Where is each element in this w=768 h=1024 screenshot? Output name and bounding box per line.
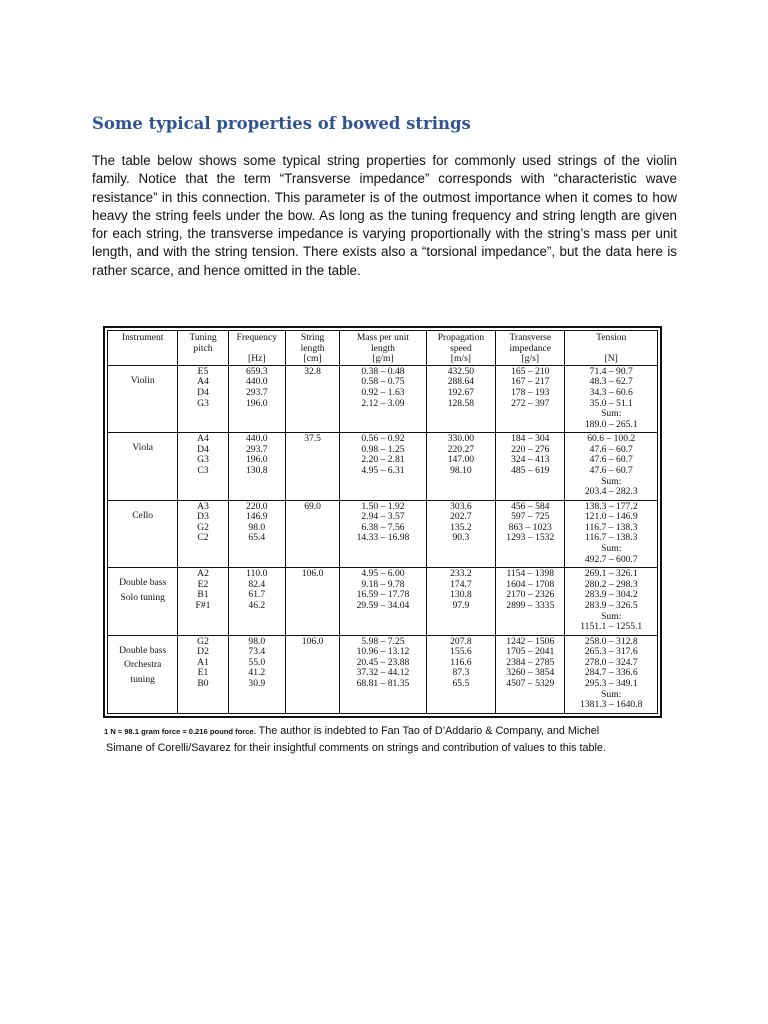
- pitch-value: A1: [197, 656, 209, 668]
- speed-cell: [426, 568, 495, 635]
- pitch-value: A2: [197, 568, 209, 580]
- impedance-value: 165 – 210: [511, 365, 550, 377]
- column-header-line: [cm]: [303, 353, 322, 365]
- column-header-line: Frequency: [236, 332, 278, 343]
- column-header-line: Instrument: [121, 332, 164, 343]
- instrument-value: Orchestra: [124, 659, 162, 671]
- table-row: [108, 635, 658, 713]
- frequency-value: 293.7: [246, 386, 268, 398]
- intro-paragraph: The table below shows some typical string properties for commonly used strings of the violin family. Notice that the term “Transverse impedance” corresponds with “characteristic wave resistance” in this connection. This parameter is of the outmost importance when it comes to how heavy the string feels under the bow. As long as the tuning frequency and string length are given for each string, the transverse impedance is varying proportionally with the string’s mass per unit length, and with the string tension. There exists also a “torsional impedance”, but the data here is rather scarce, and hence omitted in the table.: [92, 153, 677, 278]
- tension-value: Sum:: [601, 610, 622, 622]
- mass-value: 6.38 – 7.56: [361, 521, 405, 533]
- mass-value: 2.20 – 2.81: [361, 454, 405, 466]
- column-header-line: length: [370, 342, 395, 354]
- pitch-value: E5: [197, 365, 209, 377]
- pitch-value: D3: [197, 511, 209, 523]
- pitch-value: A4: [197, 433, 209, 445]
- frequency-value: 61.7: [248, 589, 266, 601]
- frequency-value: 30.9: [248, 677, 266, 689]
- tension-value: 34.3 – 60.6: [589, 386, 633, 398]
- column-header: [340, 331, 426, 366]
- tension-value: 283.9 – 304.2: [584, 589, 638, 601]
- speed-cell: [426, 635, 495, 713]
- impedance-value: 3260 – 3854: [506, 667, 555, 679]
- instrument-cell: [108, 635, 178, 713]
- pitch-value: E2: [197, 578, 209, 590]
- column-header-line: pitch: [193, 342, 213, 354]
- acknowledgement-line-2: Simane of Corelli/Savarez for their insightful comments on strings and contribution of values to this table.: [106, 742, 606, 754]
- speed-cell: [426, 500, 495, 567]
- speed-value: 220.27: [447, 443, 475, 455]
- tension-value: 258.0 – 312.8: [584, 635, 638, 647]
- pitch-value: F#1: [195, 599, 211, 611]
- frequency-value: 65.4: [248, 532, 266, 544]
- table-header-row: [108, 331, 658, 366]
- impedance-value: 1604 – 1708: [506, 578, 555, 590]
- instrument-value: Double bass: [119, 577, 167, 589]
- column-header-line: [N]: [604, 353, 618, 365]
- impedance-value: 167 – 217: [511, 376, 550, 388]
- mass-value: 9.18 – 9.78: [361, 578, 405, 590]
- impedance-value: 324 – 413: [511, 454, 550, 466]
- impedance-value: 2899 – 3335: [506, 599, 555, 611]
- mass-cell: [340, 433, 426, 500]
- pitch-value: C2: [197, 532, 209, 544]
- frequency-value: 130.8: [246, 465, 268, 477]
- tension-value: 189.0 – 265.1: [584, 418, 638, 430]
- table-row: [108, 433, 658, 500]
- tension-cell: [565, 500, 658, 567]
- mass-value: 2.94 – 3.57: [361, 511, 405, 523]
- column-header-line: [g/m]: [372, 353, 394, 365]
- tension-value: 492.7 – 600.7: [584, 553, 638, 565]
- column-header: [565, 331, 658, 366]
- properties-table-frame: [103, 326, 662, 718]
- string-length-cell: 69.0: [285, 500, 339, 567]
- mass-value: 0.38 – 0.48: [361, 365, 405, 377]
- speed-value: 128.58: [447, 397, 475, 409]
- tension-value: 116.7 – 138.3: [585, 532, 638, 544]
- string-length-cell: 106.0: [285, 568, 339, 635]
- tension-cell: [565, 365, 658, 432]
- tension-value: 284.7 – 336.6: [584, 667, 638, 679]
- mass-cell: [340, 500, 426, 567]
- tension-value: 35.0 – 51.1: [589, 397, 633, 409]
- tension-value: 121.0 – 146.9: [584, 511, 638, 523]
- column-header: [426, 331, 495, 366]
- speed-value: 90.3: [452, 532, 470, 544]
- column-header-line: Transverse: [509, 332, 552, 343]
- frequency-value: 196.0: [246, 397, 268, 409]
- impedance-value: 863 – 1023: [508, 521, 552, 533]
- speed-cell: [426, 365, 495, 432]
- column-header: [108, 331, 178, 366]
- mass-value: 37.32 – 44.12: [356, 667, 410, 679]
- mass-cell: [340, 568, 426, 635]
- tension-value: 278.0 – 324.7: [584, 656, 638, 668]
- section-heading: Some typical properties of bowed strings: [92, 114, 471, 133]
- mass-cell: [340, 635, 426, 713]
- frequency-cell: [228, 568, 285, 635]
- column-header-line: Mass per unit: [356, 332, 410, 343]
- pitch-cell: [178, 365, 228, 432]
- tension-value: 116.7 – 138.3: [585, 521, 638, 533]
- column-header-line: Propagation: [437, 332, 485, 343]
- pitch-value: G2: [197, 635, 209, 647]
- mass-value: 2.12 – 3.09: [361, 397, 405, 409]
- instrument-cell: [108, 500, 178, 567]
- impedance-value: 178 – 193: [511, 386, 550, 398]
- column-header-line: impedance: [509, 342, 552, 354]
- frequency-value: 146.9: [246, 511, 268, 523]
- impedance-cell: [496, 500, 565, 567]
- tension-value: 265.3 – 317.6: [584, 646, 638, 658]
- mass-value: 29.59 – 34.04: [356, 599, 410, 611]
- speed-value: 288.64: [447, 376, 475, 388]
- tension-value: 280.2 – 298.3: [584, 578, 638, 590]
- column-header: [178, 331, 228, 366]
- tension-value: 1381.3 – 1640.8: [580, 699, 643, 711]
- pitch-value: A3: [197, 500, 209, 512]
- mass-value: 10.96 – 13.12: [356, 646, 410, 658]
- pitch-value: A4: [197, 376, 209, 388]
- mass-value: 1.50 – 1.92: [361, 500, 405, 512]
- speed-value: 98.10: [450, 465, 472, 477]
- table-row: [108, 365, 658, 432]
- instrument-value: Viola: [132, 442, 154, 454]
- instrument-value: Violin: [130, 374, 155, 386]
- tension-value: 48.3 – 62.7: [589, 376, 633, 388]
- speed-value: 65.5: [452, 677, 470, 689]
- mass-value: 20.45 – 23.88: [356, 656, 410, 668]
- pitch-value: D4: [197, 443, 209, 455]
- table-row: [108, 500, 658, 567]
- speed-cell: [426, 433, 495, 500]
- mass-value: 5.98 – 7.25: [361, 635, 405, 647]
- column-header: [285, 331, 339, 366]
- column-header-line: String: [300, 332, 325, 343]
- mass-value: 16.59 – 17.78: [356, 589, 410, 601]
- frequency-value: 220.0: [246, 500, 268, 512]
- tension-value: 269.1 – 326.1: [584, 568, 638, 580]
- frequency-value: 440.0: [246, 376, 268, 388]
- impedance-value: 485 – 619: [511, 465, 550, 477]
- pitch-value: G3: [197, 397, 209, 409]
- speed-value: 303.6: [450, 500, 472, 512]
- tension-value: Sum:: [601, 475, 622, 487]
- column-header-line: speed: [449, 342, 472, 354]
- speed-value: 130.8: [450, 589, 472, 601]
- pitch-cell: [178, 635, 228, 713]
- impedance-value: 1293 – 1532: [506, 532, 555, 544]
- instrument-value: Cello: [132, 509, 154, 521]
- tension-value: Sum:: [601, 408, 622, 420]
- mass-value: 0.98 – 1.25: [361, 443, 405, 455]
- pitch-value: G2: [197, 521, 209, 533]
- mass-value: 14.33 – 16.98: [356, 532, 410, 544]
- tension-value: Sum:: [601, 543, 622, 555]
- frequency-value: 98.0: [248, 521, 266, 533]
- mass-value: 4.95 – 6.00: [361, 568, 405, 580]
- frequency-value: 293.7: [246, 443, 268, 455]
- pitch-cell: [178, 500, 228, 567]
- mass-value: 0.58 – 0.75: [361, 376, 405, 388]
- pitch-value: D4: [197, 386, 209, 398]
- column-header: [228, 331, 285, 366]
- speed-value: 202.7: [450, 511, 472, 523]
- frequency-value: 196.0: [246, 454, 268, 466]
- mass-value: 68.81 – 81.35: [356, 677, 410, 689]
- speed-value: 135.2: [450, 521, 472, 533]
- pitch-value: B0: [197, 677, 209, 689]
- acknowledgement-line-1: The author is indebted to Fan Tao of D’Addario & Company, and Michel: [255, 725, 600, 737]
- tension-value: 47.6 – 60.7: [589, 443, 633, 455]
- speed-value: 207.8: [450, 635, 472, 647]
- speed-value: 432.50: [447, 365, 475, 377]
- frequency-cell: [228, 365, 285, 432]
- impedance-cell: [496, 568, 565, 635]
- mass-value: 0.92 – 1.63: [361, 386, 405, 398]
- tension-value: 60.6 – 100.2: [587, 433, 636, 445]
- frequency-value: 98.0: [248, 635, 266, 647]
- frequency-value: 41.2: [248, 667, 266, 679]
- pitch-value: B1: [197, 589, 209, 601]
- speed-value: 233.2: [450, 568, 472, 580]
- column-header-line: [g/s]: [521, 353, 540, 365]
- speed-value: 192.67: [447, 386, 475, 398]
- speed-value: 116.6: [450, 656, 472, 668]
- instrument-cell: [108, 568, 178, 635]
- column-header-line: [m/s]: [450, 353, 472, 365]
- table-row: [108, 568, 658, 635]
- frequency-value: 110.0: [246, 568, 268, 580]
- tension-value: 47.6 – 60.7: [589, 465, 633, 477]
- instrument-cell: [108, 365, 178, 432]
- mass-value: 4.95 – 6.31: [361, 465, 405, 477]
- speed-value: 174.7: [450, 578, 472, 590]
- pitch-value: G3: [197, 454, 209, 466]
- pitch-cell: [178, 433, 228, 500]
- frequency-value: 440.0: [246, 433, 268, 445]
- impedance-value: 2170 – 2326: [506, 589, 555, 601]
- instrument-value: Double bass: [119, 644, 167, 656]
- speed-value: 87.3: [452, 667, 470, 679]
- impedance-cell: [496, 433, 565, 500]
- impedance-cell: [496, 365, 565, 432]
- tension-value: 1151.1 – 1255.1: [580, 621, 643, 633]
- impedance-value: 1242 – 1506: [506, 635, 555, 647]
- impedance-value: 184 – 304: [511, 433, 550, 445]
- tension-value: 203.4 – 282.3: [584, 486, 638, 498]
- instrument-value: tuning: [130, 673, 155, 685]
- tension-cell: [565, 635, 658, 713]
- column-header-line: Tuning: [189, 332, 217, 343]
- string-length-cell: 32.8: [285, 365, 339, 432]
- speed-value: 147.00: [447, 454, 475, 466]
- impedance-value: 597 – 725: [511, 511, 550, 523]
- pitch-value: E1: [197, 667, 209, 679]
- string-length-cell: 37.5: [285, 433, 339, 500]
- impedance-value: 1154 – 1398: [506, 568, 555, 580]
- column-header-line: [Hz]: [248, 353, 266, 365]
- unit-conversion-note: 1 N ≈ 98.1 gram force ≈ 0.216 pound force.: [104, 727, 256, 736]
- tension-value: Sum:: [601, 688, 622, 700]
- instrument-value: Solo tuning: [120, 591, 165, 603]
- pitch-cell: [178, 568, 228, 635]
- impedance-value: 220 – 276: [511, 443, 550, 455]
- string-properties-table: [107, 330, 658, 714]
- frequency-value: 659.3: [246, 365, 268, 377]
- mass-value: 0.56 – 0.92: [361, 433, 405, 445]
- frequency-value: 46.2: [248, 599, 266, 611]
- impedance-value: 456 – 584: [511, 500, 550, 512]
- impedance-value: 272 – 397: [511, 397, 550, 409]
- column-header-line: length: [300, 342, 325, 354]
- speed-value: 330.00: [447, 433, 475, 445]
- column-header-line: Tension: [596, 332, 627, 343]
- impedance-value: 2384 – 2785: [506, 656, 555, 668]
- frequency-value: 55.0: [248, 656, 266, 668]
- frequency-value: 82.4: [248, 578, 266, 590]
- frequency-cell: [228, 635, 285, 713]
- pitch-value: C3: [197, 465, 209, 477]
- impedance-value: 1705 – 2041: [506, 646, 555, 658]
- tension-value: 71.4 – 90.7: [589, 365, 633, 377]
- tension-cell: [565, 568, 658, 635]
- tension-value: 283.9 – 326.5: [584, 599, 638, 611]
- frequency-cell: [228, 433, 285, 500]
- frequency-value: 73.4: [248, 646, 266, 658]
- mass-cell: [340, 365, 426, 432]
- impedance-value: 4507 – 5329: [506, 677, 555, 689]
- column-header: [496, 331, 565, 366]
- table-footnote: [104, 723, 674, 756]
- tension-value: 138.3 – 177.2: [584, 500, 638, 512]
- instrument-cell: [108, 433, 178, 500]
- string-length-cell: 106.0: [285, 635, 339, 713]
- speed-value: 97.9: [452, 599, 470, 611]
- frequency-cell: [228, 500, 285, 567]
- tension-value: 47.6 – 60.7: [589, 454, 633, 466]
- pitch-value: D2: [197, 646, 209, 658]
- speed-value: 155.6: [450, 646, 472, 658]
- impedance-cell: [496, 635, 565, 713]
- tension-value: 295.3 – 349.1: [584, 677, 638, 689]
- tension-cell: [565, 433, 658, 500]
